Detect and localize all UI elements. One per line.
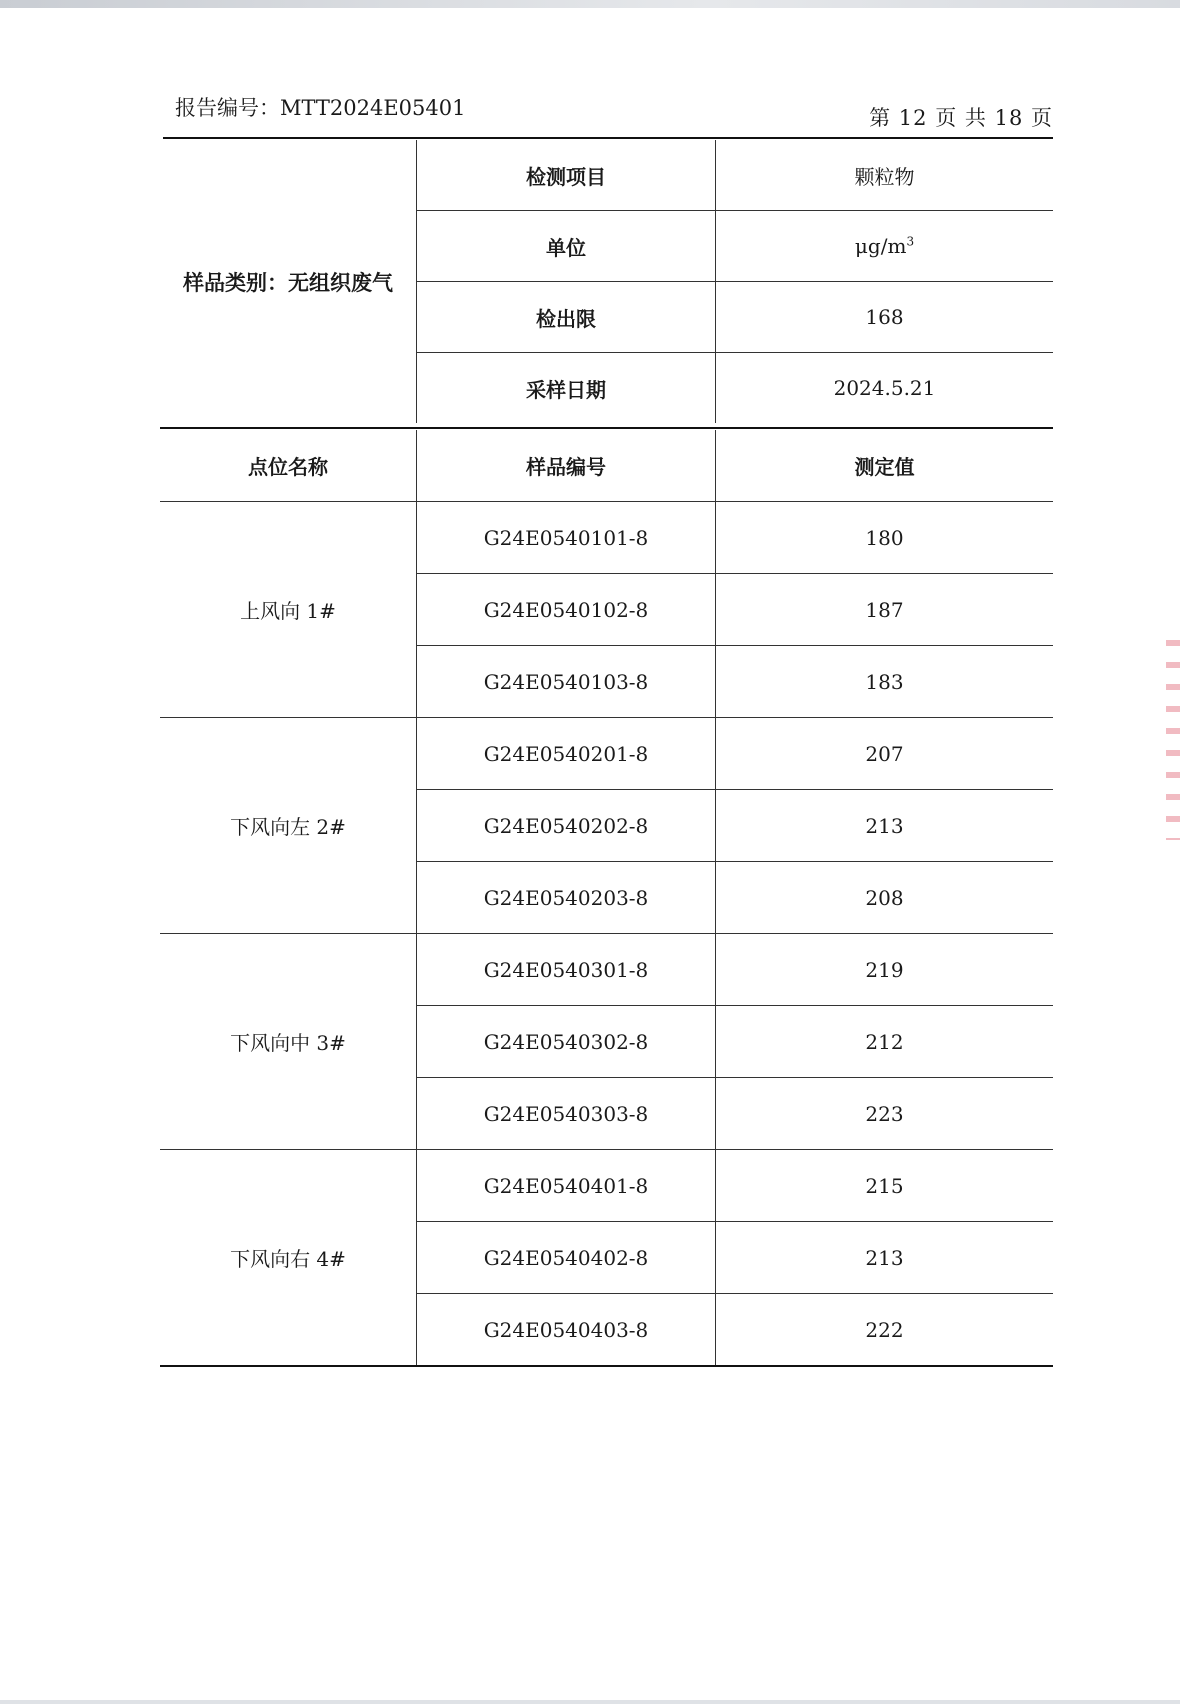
unit-base: μg/m	[854, 234, 907, 258]
table-row	[160, 718, 1053, 790]
header-rule	[163, 137, 1053, 139]
info-value: 2024.5.21	[833, 376, 936, 400]
info-label: 采样日期	[417, 353, 716, 424]
sample-id: G24E0540301-8	[417, 934, 716, 1006]
page-header	[175, 92, 1053, 130]
page-indicator	[869, 102, 1053, 132]
scan-bottom-edge	[0, 1700, 1180, 1704]
section-rule	[160, 427, 1053, 429]
column-header-value: 测定值	[716, 430, 1054, 502]
sample-id: G24E0540103-8	[417, 646, 716, 718]
site-name: 上风向 1#	[160, 502, 417, 718]
measured-value: 180	[716, 502, 1054, 574]
info-label: 检测项目	[417, 140, 716, 211]
sample-id: G24E0540101-8	[417, 502, 716, 574]
sample-id: G24E0540402-8	[417, 1222, 716, 1294]
sample-info-table	[160, 140, 1053, 423]
table-row	[160, 502, 1053, 574]
site-name: 下风向左 2#	[160, 718, 417, 934]
column-header-site: 点位名称	[160, 430, 417, 502]
measured-value: 213	[716, 790, 1054, 862]
sample-id: G24E0540102-8	[417, 574, 716, 646]
measured-value: 183	[716, 646, 1054, 718]
page-label: 页	[1031, 106, 1053, 130]
page-label: 共	[964, 106, 987, 130]
table-row	[160, 1150, 1053, 1222]
results-table	[160, 430, 1053, 1367]
site-name: 下风向中 3#	[160, 934, 417, 1150]
info-label: 检出限	[417, 282, 716, 353]
measured-value: 223	[716, 1078, 1054, 1150]
site-name: 下风向右 4#	[160, 1150, 417, 1367]
measured-value: 208	[716, 862, 1054, 934]
measured-value: 219	[716, 934, 1054, 1006]
sample-id: G24E0540403-8	[417, 1294, 716, 1367]
measured-value: 207	[716, 718, 1054, 790]
sample-id: G24E0540203-8	[417, 862, 716, 934]
column-header-sample-id: 样品编号	[417, 430, 716, 502]
page-total: 18	[994, 106, 1024, 130]
measured-value: 187	[716, 574, 1054, 646]
sample-id: G24E0540303-8	[417, 1078, 716, 1150]
info-value: 颗粒物	[716, 140, 1054, 211]
page-label: 第	[869, 106, 892, 130]
unit-exponent: 3	[906, 234, 915, 249]
scan-top-edge	[0, 0, 1180, 8]
table-row	[160, 934, 1053, 1006]
page-current: 12	[898, 106, 928, 130]
seal-stamp-edge	[1166, 640, 1180, 840]
page-label: 页	[935, 106, 958, 130]
measured-value: 213	[716, 1222, 1054, 1294]
sample-id: G24E0540202-8	[417, 790, 716, 862]
report-number: 报告编号：MTT2024E05401	[175, 96, 466, 120]
info-label: 单位	[417, 211, 716, 282]
table-header-row	[160, 430, 1053, 502]
info-value	[716, 211, 1054, 282]
sample-id: G24E0540302-8	[417, 1006, 716, 1078]
measured-value: 222	[716, 1294, 1054, 1367]
info-value: 168	[716, 282, 1054, 353]
info-row	[160, 140, 1053, 211]
measured-value: 215	[716, 1150, 1054, 1222]
sample-category: 样品类别：无组织废气	[160, 140, 417, 423]
measured-value: 212	[716, 1006, 1054, 1078]
sample-id: G24E0540201-8	[417, 718, 716, 790]
sample-id: G24E0540401-8	[417, 1150, 716, 1222]
